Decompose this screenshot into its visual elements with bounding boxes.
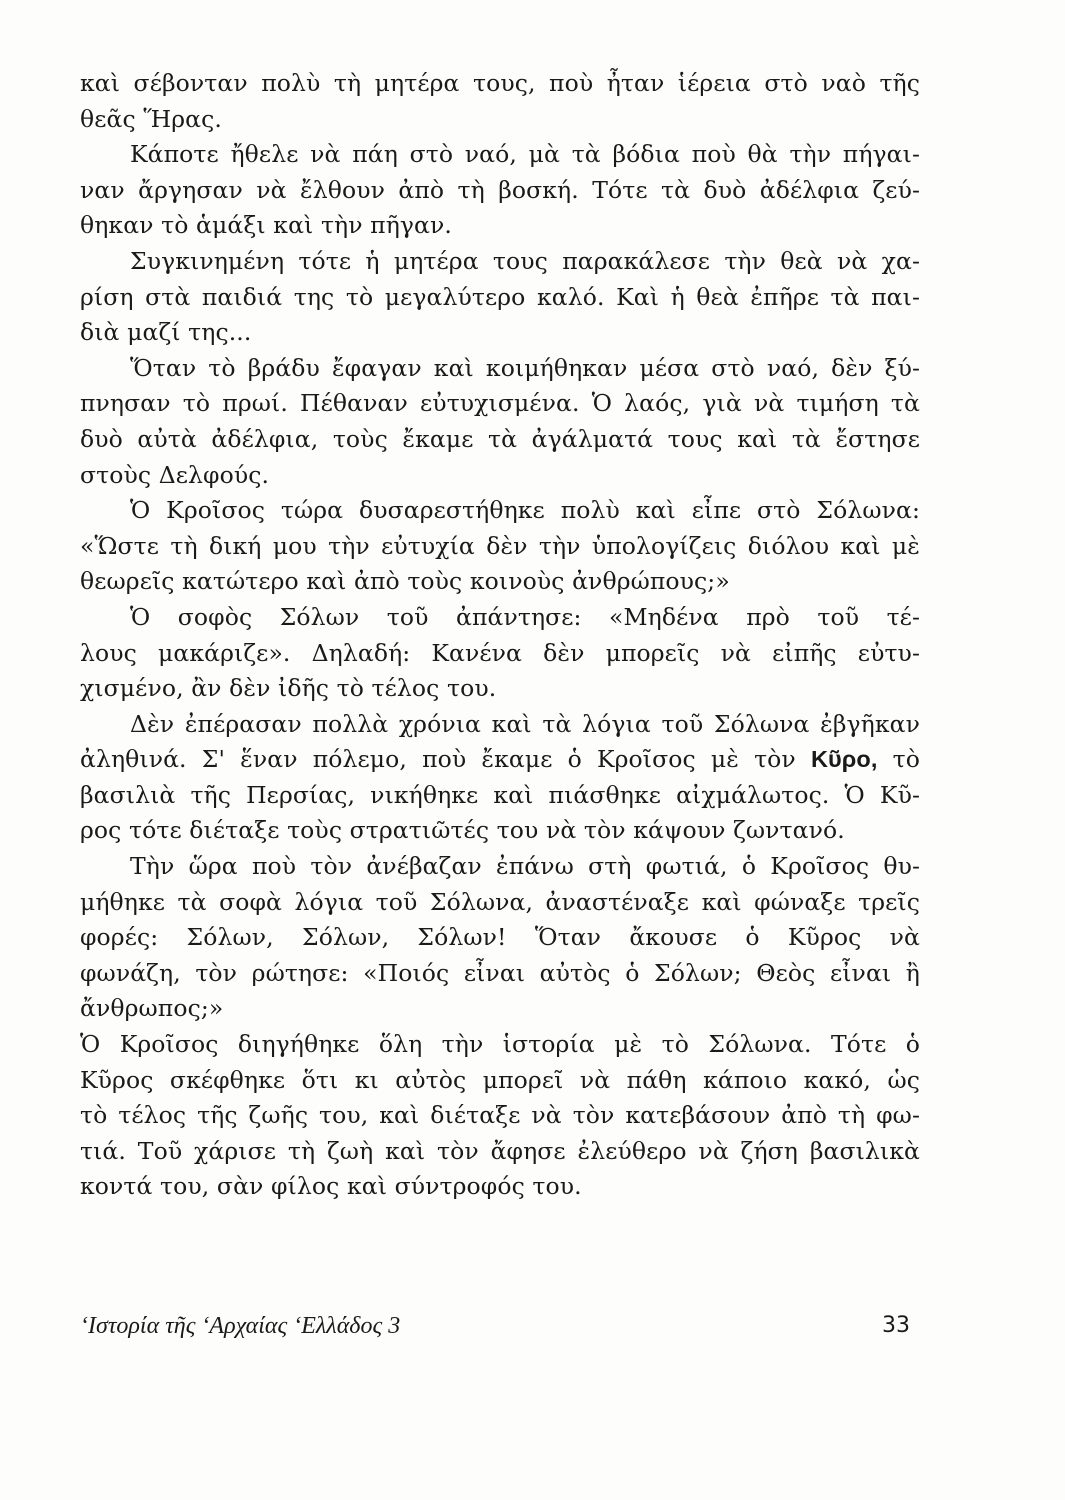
text-line: μήθηκε τὰ σοφὰ λόγια τοῦ Σόλωνα, ἀναστέναξε καὶ φώναξε τρεῖς xyxy=(80,887,920,916)
text-line: βασιλιὰ τῆς Περσίας, νικήθηκε καὶ πιάσθηκε αἰχμάλωτος. Ὁ Κῦ- xyxy=(80,780,920,809)
text-line: Δὲν ἐπέρασαν πολλὰ χρόνια καὶ τὰ λόγια τοῦ Σόλωνα ἐβγῆκαν xyxy=(130,709,920,738)
text-line: διὰ μαζί της... xyxy=(80,318,252,347)
text-line: «Ὥστε τὴ δική μου τὴν εὐτυχία δὲν τὴν ὑπολογίζεις διόλου καὶ μὲ xyxy=(80,531,920,560)
text-line: θηκαν τὸ ἁμάξι καὶ τὴν πῆγαν. xyxy=(80,211,452,240)
text-line: ἄνθρωπος;» xyxy=(80,994,224,1023)
text-line: θεᾶς Ἥρας. xyxy=(80,104,222,133)
text-line: Ὁ Κροῖσος τώρα δυσαρεστήθηκε πολὺ καὶ εἶπε στὸ Σόλωνα: xyxy=(130,496,920,525)
text-line: θεωρεῖς κατώτερο καὶ ἀπὸ τοὺς κοινοὺς ἀνθρώπους;» xyxy=(80,567,730,596)
body-text xyxy=(80,66,920,1205)
text-line: λους μακάριζε». Δηλαδή: Κανένα δὲν μπορεῖς νὰ εἰπῆς εὐτυ- xyxy=(80,638,920,667)
page-footer xyxy=(80,1313,910,1349)
running-footer-title: ʻΙστορία τῆς ʻΑρχαίας ʻΕλλάδος 3 xyxy=(80,1313,401,1339)
text-line: Συγκινημένη τότε ἡ μητέρα τους παρακάλεσε τὴν θεὰ νὰ χα- xyxy=(130,246,920,275)
text-line: Τὴν ὥρα ποὺ τὸν ἀνέβαζαν ἐπάνω στὴ φωτιά, ὁ Κροῖσος θυ- xyxy=(130,852,920,881)
text-line: δυὸ αὐτὰ ἀδέλφια, τοὺς ἔκαμε τὰ ἀγάλματά τους καὶ τὰ ἔστησε xyxy=(80,424,920,453)
page-number: 33 xyxy=(882,1313,910,1338)
text-line: στοὺς Δελφούς. xyxy=(80,460,270,489)
text-line: ρίση στὰ παιδιά της τὸ μεγαλύτερο καλό. Καὶ ἡ θεὰ ἐπῆρε τὰ παι- xyxy=(80,282,920,311)
text-line: χισμένο, ἂν δὲν ἰδῆς τὸ τέλος του. xyxy=(80,674,497,703)
text-line: φωνάζη, τὸν ρώτησε: «Ποιός εἶναι αὐτὸς ὁ Σόλων; Θεὸς εἶναι ἢ xyxy=(80,958,920,987)
text-line: πνησαν τὸ πρωί. Πέθαναν εὐτυχισμένα. Ὁ λαός, γιὰ νὰ τιμήση τὰ xyxy=(80,389,920,418)
text-line: φορές: Σόλων, Σόλων, Σόλων! Ὅταν ἄκουσε ὁ Κῦρος νὰ xyxy=(80,923,920,952)
text-line: Κάποτε ἤθελε νὰ πάη στὸ ναό, μὰ τὰ βόδια ποὺ θὰ τὴν πήγαι- xyxy=(130,140,920,169)
text-line xyxy=(80,742,920,778)
text-line: κοντά του, σὰν φίλος καὶ σύντροφός του. xyxy=(80,1172,582,1201)
text-fragment: τὸ xyxy=(892,745,920,774)
text-line: Ὅταν τὸ βράδυ ἔφαγαν καὶ κοιμήθηκαν μέσα στὸ ναό, δὲν ξύ- xyxy=(130,353,920,382)
text-line: Κῦρος σκέφθηκε ὅτι κι αὐτὸς μπορεῖ νὰ πάθη κάποιο κακό, ὡς xyxy=(80,1065,920,1094)
text-line: ρος τότε διέταξε τοὺς στρατιῶτές του νὰ τὸν κάψουν ζωντανό. xyxy=(80,816,845,845)
text-line: ναν ἄργησαν νὰ ἔλθουν ἀπὸ τὴ βοσκή. Τότε τὰ δυὸ ἀδέλφια ζεύ- xyxy=(80,175,920,204)
text-line: Ὁ Κροῖσος διηγήθηκε ὅλη τὴν ἱστορία μὲ τὸ Σόλωνα. Τότε ὁ xyxy=(80,1030,920,1059)
text-line: καὶ σέβονταν πολὺ τὴ μητέρα τους, ποὺ ἦταν ἱέρεια στὸ ναὸ τῆς xyxy=(80,69,920,97)
text-line: τὸ τέλος τῆς ζωῆς του, καὶ διέταξε νὰ τὸν κατεβάσουν ἀπὸ τὴ φω- xyxy=(80,1101,920,1130)
text-line: τιά. Τοῦ χάρισε τὴ ζωὴ καὶ τὸν ἄφησε ἐλεύθερο νὰ ζήση βασιλικὰ xyxy=(80,1136,920,1165)
text-line: Ὁ σοφὸς Σόλων τοῦ ἀπάντησε: «Μηδένα πρὸ τοῦ τέ- xyxy=(130,602,920,631)
emphasized-name: Κῦρο, xyxy=(810,746,878,773)
text-fragment: ἀληθινά. Σ' ἕναν πόλεμο, ποὺ ἔκαμε ὁ Κροῖσος μὲ τὸν xyxy=(80,745,796,774)
